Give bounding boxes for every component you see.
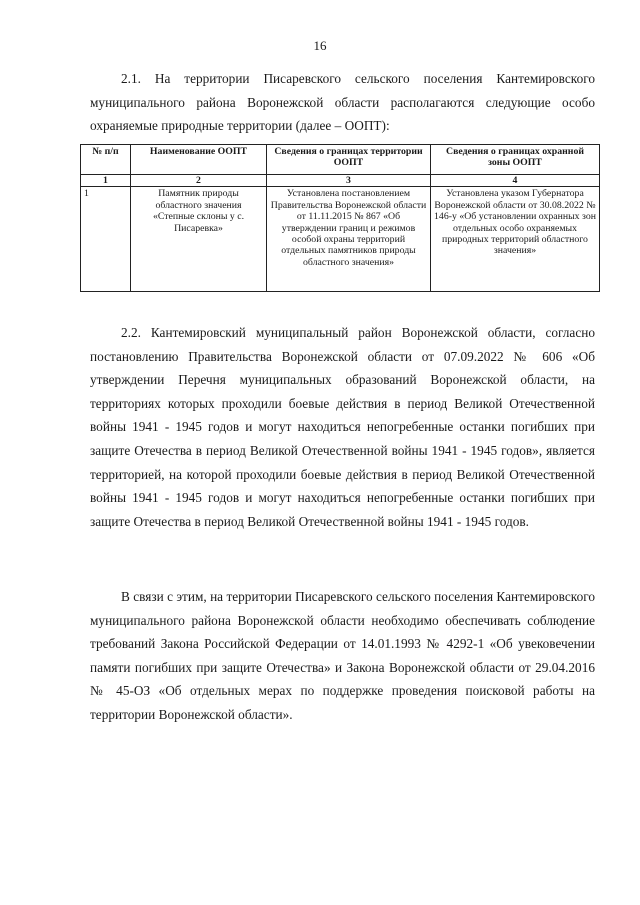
cell-number: 1 [81, 187, 131, 292]
header-number: № п/п [81, 145, 131, 175]
column-number: 4 [431, 175, 600, 187]
column-number-row [81, 175, 600, 187]
paragraph-requirements: В связи с этим, на территории Писаревского сельского поселения Кантемировского муниципального района Воронежской области необходимо обеспечивать соблюдение требований Закона Российской Федерации от 14.01.1993 № 4292-1 «Об увековечении памяти погибших при защите Отечества» и Закона Воронежской области от 29.04.2016 № 45-ОЗ «Об отдельных мерах по поддержке проведения поисковой работы на территории Воронежской области». [90, 589, 595, 722]
cell-buffer-zone-bounds: Установлена указом Губернатора Воронежской области от 30.08.2022 № 146-у «Об установлении охранных зон отдельных особо охраняемых природных территорий областного значения» [431, 187, 600, 292]
cell-territory-bounds: Установлена постановлением Правительства Воронежской области от 11.11.2015 № 867 «Об утверждении границ и режимов особой охраны территорий отдельных памятников природы областного значения» [267, 187, 431, 292]
column-number: 2 [131, 175, 267, 187]
column-number: 1 [81, 175, 131, 187]
header-name: Наименование ООПТ [131, 145, 267, 175]
header-buffer-zone-bounds: Сведения о границах охранной зоны ООПТ [431, 145, 600, 175]
oopt-table [80, 144, 600, 292]
table-header-row [81, 145, 600, 175]
column-number: 3 [267, 175, 431, 187]
paragraph-2-1: 2.1. На территории Писаревского сельского поселения Кантемировского муниципального района Воронежской области располагаются следующие особо охраняемые природные территории (далее – ООПТ): [90, 71, 595, 134]
cell-oopt-name: Памятник природы областного значения «Степные склоны у с. Писаревка» [131, 187, 267, 292]
paragraph-2-2: 2.2. Кантемировский муниципальный район Воронежской области, согласно постановлению Правительства Воронежской области от 07.09.2022 № 606 «Об утверждении Перечня муниципальных образований Воронежской области, на территориях которых проходили боевые действия в период Великой Отечественной войны 1941 - 1945 годов и могут находиться непогребенные останки погибших при защите Отечества в период Великой Отечественной войны 1941 - 1945 годов», является территорией, на которой проходили боевые действия в период Великой Отечественной войны 1941 - 1945 годов и могут находиться непогребенные останки погибших при защите Отечества в период Великой Отечественной войны 1941 - 1945 годов. [90, 325, 595, 529]
table-row [81, 187, 600, 292]
page-number: 16 [313, 38, 327, 53]
header-territory-bounds: Сведения о границах территории ООПТ [267, 145, 431, 175]
